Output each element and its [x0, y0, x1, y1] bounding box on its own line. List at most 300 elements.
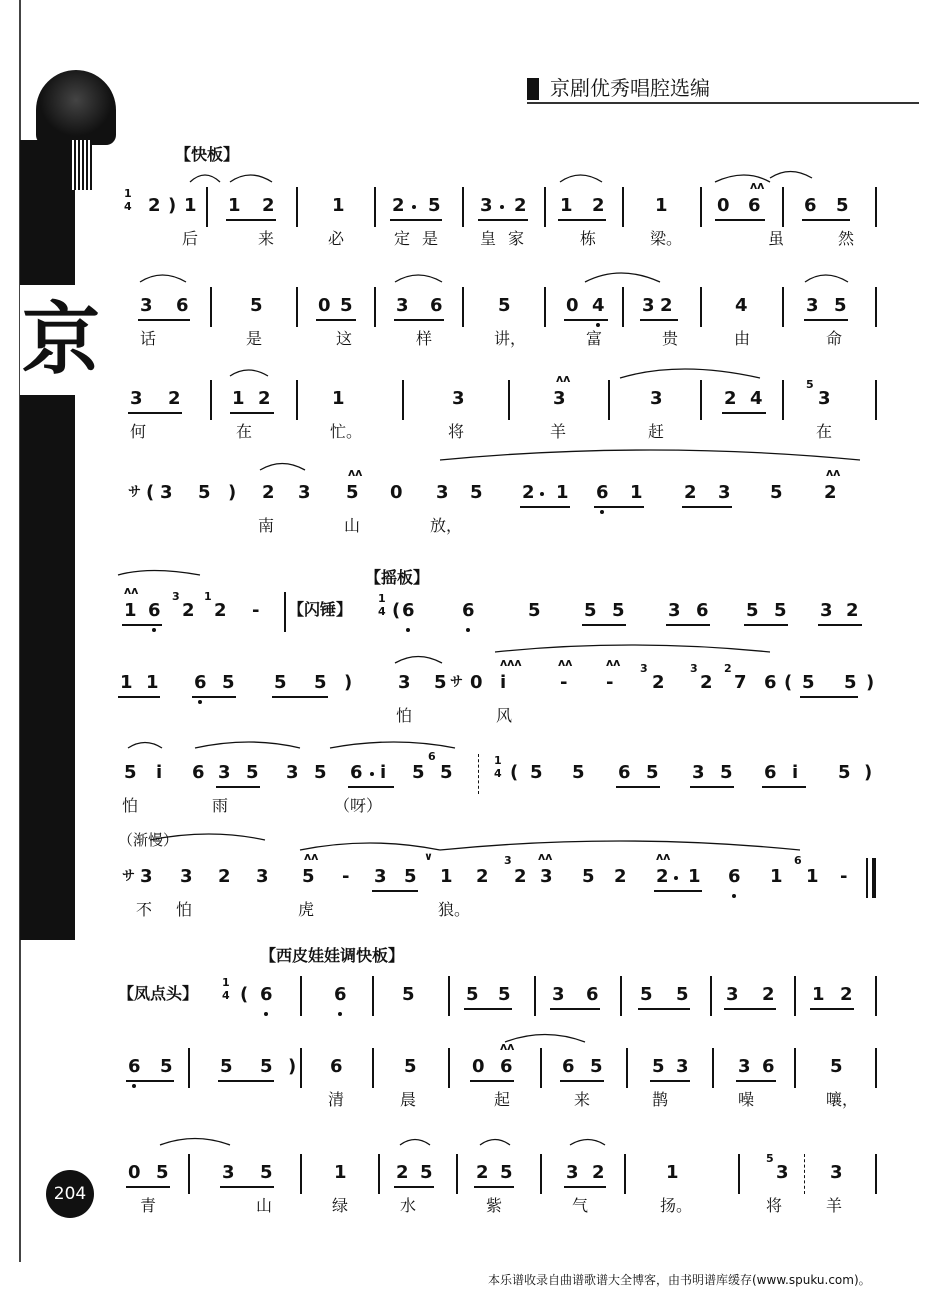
lyric: 不 — [136, 900, 153, 919]
note: 3 — [398, 672, 411, 693]
note: 5 — [466, 984, 479, 1005]
beam — [226, 219, 276, 221]
note: 5 — [440, 762, 453, 783]
note: 3 — [806, 295, 819, 316]
label-jianman: （渐慢） — [118, 831, 179, 849]
lyric: 山 — [256, 1196, 273, 1215]
note: - — [560, 672, 568, 693]
note: 6 — [128, 1056, 141, 1077]
note: 1 — [124, 600, 137, 621]
barline — [700, 187, 702, 227]
opera-headdress-icon — [36, 70, 116, 145]
note: 5 — [412, 762, 425, 783]
note: 6 — [696, 600, 709, 621]
time-num: 1 — [222, 976, 230, 989]
barline — [710, 976, 712, 1016]
note: 1 — [228, 195, 241, 216]
note: 5 — [612, 600, 625, 621]
sanban-mark: サ — [122, 869, 136, 884]
label-yaoban: 【摇板】 — [365, 568, 430, 587]
low-dot — [406, 628, 410, 632]
book-title: 京剧优秀唱腔选编 — [550, 76, 710, 100]
lyric: 是 — [246, 329, 263, 348]
note: 3 — [718, 482, 731, 503]
lyric: 命 — [826, 329, 843, 348]
beam — [216, 786, 260, 788]
lyric: 噪 — [738, 1090, 755, 1109]
note: 5 — [428, 195, 441, 216]
note: 5 — [844, 672, 857, 693]
lyric: 起 — [494, 1090, 511, 1109]
header-mark — [527, 78, 539, 100]
barline — [875, 976, 877, 1016]
note: 6 — [728, 866, 741, 887]
note: 5 — [572, 762, 585, 783]
note: 5 — [746, 600, 759, 621]
note: 2 — [652, 672, 665, 693]
time-signature — [494, 754, 502, 780]
note: 1 — [806, 866, 819, 887]
paren: ( — [146, 482, 155, 503]
note: 5 — [260, 1162, 273, 1183]
note: 6 — [192, 762, 205, 783]
barline — [875, 380, 877, 420]
beam — [802, 219, 850, 221]
lyric: 放， — [430, 516, 463, 535]
sanban-mark: サ — [450, 675, 464, 690]
note: 3 — [256, 866, 269, 887]
barline — [782, 187, 784, 227]
ornament: ʌʌ — [500, 1040, 515, 1053]
note: 1 — [184, 195, 197, 216]
note: 5 — [652, 1056, 665, 1077]
note: 5 — [434, 672, 447, 693]
beam — [316, 319, 356, 321]
note: 3 — [668, 600, 681, 621]
beam — [724, 1008, 776, 1010]
lyric: 清 — [328, 1090, 345, 1109]
barline — [372, 976, 374, 1016]
low-dot — [732, 894, 736, 898]
lyric: 青 — [140, 1196, 157, 1215]
ornament: ʌʌ — [750, 179, 765, 192]
score-line-11 — [0, 1152, 940, 1252]
barline — [620, 976, 622, 1016]
note: 5 — [402, 984, 415, 1005]
lyric: 嚷， — [826, 1090, 859, 1109]
lyric: 虎 — [298, 900, 315, 919]
lyric: 讲， — [494, 329, 527, 348]
beam — [594, 506, 644, 508]
note: 0 — [717, 195, 730, 216]
note: 5 — [302, 866, 315, 887]
beam — [690, 786, 734, 788]
barline — [188, 1048, 190, 1088]
beam — [800, 696, 858, 698]
note: 5 — [156, 1162, 169, 1183]
lyric: 怕 — [176, 900, 193, 919]
lyric: 将 — [766, 1196, 783, 1215]
aug-dot — [370, 772, 374, 776]
paren: ( — [510, 762, 519, 783]
time-den: 4 — [378, 605, 386, 618]
lyric: 来 — [258, 229, 275, 248]
note: 3 — [642, 295, 655, 316]
note: 6 — [596, 482, 609, 503]
beam — [478, 219, 528, 221]
final-barline — [866, 858, 868, 898]
barline — [544, 287, 546, 327]
note: 6 — [500, 1056, 513, 1077]
note: 5 — [838, 762, 851, 783]
barline — [284, 592, 286, 632]
time-den: 4 — [494, 767, 502, 780]
note: 5 — [584, 600, 597, 621]
note: 2 — [592, 195, 605, 216]
barline — [622, 187, 624, 227]
barline — [804, 1154, 807, 1194]
note: 6 — [618, 762, 631, 783]
time-signature — [222, 976, 230, 1002]
note: 6 — [194, 672, 207, 693]
grace-note: 3 — [504, 854, 512, 867]
note: i — [500, 672, 507, 693]
barline — [544, 187, 546, 227]
beam — [474, 1186, 514, 1188]
note: 1 — [666, 1162, 679, 1183]
barline — [608, 380, 610, 420]
note: 5 — [830, 1056, 843, 1077]
barline — [296, 187, 298, 227]
low-dot — [600, 510, 604, 514]
lyric: 雨 — [212, 796, 229, 815]
beam — [394, 1186, 434, 1188]
note: 6 — [762, 1056, 775, 1077]
note: 5 — [500, 1162, 513, 1183]
note: 2 — [514, 866, 527, 887]
note: 5 — [470, 482, 483, 503]
label-shanchui: 【闪锤】 — [288, 600, 353, 619]
barline — [875, 1154, 877, 1194]
low-dot — [264, 1012, 268, 1016]
note: 2 — [214, 600, 227, 621]
note: 6 — [148, 600, 161, 621]
note: 5 — [274, 672, 287, 693]
note: 6 — [430, 295, 443, 316]
lyric: 南 — [258, 516, 275, 535]
note: 2 — [762, 984, 775, 1005]
note: 5 — [640, 984, 653, 1005]
note: 5 — [260, 1056, 273, 1077]
lyric: 富 — [586, 329, 603, 348]
note: 5 — [250, 295, 263, 316]
note: 3 — [820, 600, 833, 621]
note: 2 — [840, 984, 853, 1005]
barline — [448, 1048, 450, 1088]
lyric: 何 — [130, 422, 147, 441]
note: 1 — [120, 672, 133, 693]
note: 3 — [222, 1162, 235, 1183]
note: 2 — [514, 195, 527, 216]
note: 3 — [566, 1162, 579, 1183]
beam — [394, 319, 444, 321]
beam — [128, 412, 182, 414]
barline — [700, 287, 702, 327]
grace-note: 5 — [806, 378, 814, 391]
note: 6 — [586, 984, 599, 1005]
note: 4 — [735, 295, 748, 316]
note: 6 — [176, 295, 189, 316]
note: 2 — [614, 866, 627, 887]
note: 4 — [592, 295, 605, 316]
barline — [456, 1154, 458, 1194]
grace-note: 3 — [172, 590, 180, 603]
note: i — [156, 762, 163, 783]
lyric: 狼。 — [438, 900, 471, 919]
barline — [794, 976, 796, 1016]
breath-mark: ∨ — [424, 850, 433, 863]
grace-note: 5 — [766, 1152, 774, 1165]
beam — [470, 1080, 514, 1082]
aug-dot — [412, 205, 416, 209]
beam — [192, 696, 236, 698]
note: 5 — [834, 295, 847, 316]
lyric: 梁。 — [650, 229, 683, 248]
note: 3 — [676, 1056, 689, 1077]
beam — [372, 890, 418, 892]
beam — [464, 1008, 512, 1010]
beam — [810, 1008, 854, 1010]
barline — [794, 1048, 796, 1088]
note: 1 — [146, 672, 159, 693]
note: 3 — [553, 388, 566, 409]
header-rule — [527, 102, 919, 104]
note: 3 — [776, 1162, 789, 1183]
note: 5 — [160, 1056, 173, 1077]
note: 3 — [286, 762, 299, 783]
barline — [374, 287, 376, 327]
page-number: 204 — [53, 1184, 87, 1204]
score-line-8 — [0, 850, 940, 956]
paren: ( — [240, 984, 249, 1005]
note: 5 — [770, 482, 783, 503]
beam — [558, 219, 606, 221]
score-line-3 — [0, 372, 940, 478]
note: 5 — [676, 984, 689, 1005]
note: 3 — [452, 388, 465, 409]
note: 5 — [222, 672, 235, 693]
note: 6 — [350, 762, 363, 783]
barline — [626, 1048, 628, 1088]
beam — [682, 506, 732, 508]
time-den: 4 — [222, 989, 230, 1002]
lyric: 忙。 — [330, 422, 363, 441]
barline — [624, 1154, 626, 1194]
note: 1 — [812, 984, 825, 1005]
ornament: ʌʌ — [826, 466, 841, 479]
note: 6 — [334, 984, 347, 1005]
time-signature — [124, 187, 132, 213]
note: 0 — [566, 295, 579, 316]
barline — [700, 380, 702, 420]
lyric: 在 — [816, 422, 833, 441]
note: 3 — [218, 762, 231, 783]
lyric: 来 — [574, 1090, 591, 1109]
barline — [782, 380, 784, 420]
beam — [654, 890, 702, 892]
lyric: 羊 — [826, 1196, 843, 1215]
aug-dot — [540, 492, 544, 496]
note: 6 — [402, 600, 415, 621]
ornament: ʌʌ — [558, 656, 573, 669]
note: 5 — [246, 762, 259, 783]
barline — [300, 976, 302, 1016]
note: 2 — [262, 482, 275, 503]
note: 3 — [130, 388, 143, 409]
beam — [640, 319, 678, 321]
low-dot — [132, 1084, 136, 1088]
footer-source: 本乐谱收录自曲谱歌谱大全博客，由书明谱库缓存(www.spuku.com)。 — [488, 1273, 871, 1287]
paren: ) — [866, 672, 875, 693]
paren: ) — [228, 482, 237, 503]
note: - — [342, 866, 350, 887]
beam — [126, 1080, 174, 1082]
note: 3 — [436, 482, 449, 503]
label-fengdiantou: 【凤点头】 — [118, 984, 199, 1003]
note: 3 — [374, 866, 387, 887]
time-num: 1 — [124, 187, 132, 200]
beam — [230, 412, 274, 414]
note: 2 — [684, 482, 697, 503]
low-dot — [152, 628, 156, 632]
note: 5 — [220, 1056, 233, 1077]
lyric: 水 — [400, 1196, 417, 1215]
note: 5 — [314, 672, 327, 693]
note: - — [252, 600, 260, 621]
ornament: ʌʌ — [556, 372, 571, 385]
beam — [804, 319, 848, 321]
barline — [534, 976, 536, 1016]
note: 2 — [522, 482, 535, 503]
note: 1 — [688, 866, 701, 887]
lyric: 山 — [344, 516, 361, 535]
beam — [560, 1080, 604, 1082]
grace-note: 6 — [794, 854, 802, 867]
ornament: ʌʌ — [656, 850, 671, 863]
lyric: 将 — [448, 422, 465, 441]
beam — [122, 624, 162, 626]
note: 7 — [734, 672, 747, 693]
low-dot — [596, 323, 600, 327]
barline — [875, 1048, 877, 1088]
beam — [616, 786, 660, 788]
note: 2 — [476, 866, 489, 887]
beam — [564, 319, 608, 321]
note: 5 — [590, 1056, 603, 1077]
lyric: 在 — [236, 422, 253, 441]
barline — [462, 187, 464, 227]
lyric: 绿 — [332, 1196, 349, 1215]
barline — [478, 754, 481, 794]
note: 5 — [498, 984, 511, 1005]
lyric: 这 — [336, 329, 353, 348]
note: 5 — [646, 762, 659, 783]
beam — [126, 1186, 170, 1188]
note: - — [840, 866, 848, 887]
lyric: 然 — [838, 229, 855, 248]
barline — [300, 1048, 302, 1088]
note: 2 — [824, 482, 837, 503]
note: 4 — [750, 388, 763, 409]
time-den: 4 — [124, 200, 132, 213]
grace-note: 3 — [690, 662, 698, 675]
lyric: 定是 — [394, 229, 451, 248]
note: 1 — [556, 482, 569, 503]
note: 1 — [560, 195, 573, 216]
aug-dot — [674, 876, 678, 880]
note: i — [380, 762, 387, 783]
note: 5 — [314, 762, 327, 783]
note: 2 — [258, 388, 271, 409]
note: 1 — [630, 482, 643, 503]
note: 3 — [692, 762, 705, 783]
note: 5 — [404, 1056, 417, 1077]
ornament: ʌʌ — [348, 466, 363, 479]
barline — [210, 287, 212, 327]
ornament: ʌʌʌ — [500, 656, 522, 669]
note: 3 — [480, 195, 493, 216]
time-num: 1 — [378, 592, 386, 605]
barline — [462, 287, 464, 327]
lyric: 由 — [734, 329, 751, 348]
note: 5 — [582, 866, 595, 887]
beam — [582, 624, 626, 626]
barline — [540, 1048, 542, 1088]
note: 6 — [764, 672, 777, 693]
note: 3 — [140, 295, 153, 316]
note: 3 — [738, 1056, 751, 1077]
ornament: ʌʌ — [124, 584, 139, 597]
lyric: 扬。 — [660, 1196, 693, 1215]
beam — [348, 786, 394, 788]
sanban-mark: サ — [128, 485, 142, 500]
note: 6 — [562, 1056, 575, 1077]
barline — [622, 287, 624, 327]
score-line-6 — [0, 656, 940, 762]
low-dot — [338, 1012, 342, 1016]
lyric: 样 — [416, 329, 433, 348]
aug-dot — [500, 205, 504, 209]
barline — [738, 1154, 740, 1194]
note: 0 — [318, 295, 331, 316]
note: 2 — [168, 388, 181, 409]
grace-note: 2 — [724, 662, 732, 675]
beam — [744, 624, 788, 626]
note: 3 — [140, 866, 153, 887]
note: 1 — [770, 866, 783, 887]
note: 5 — [530, 762, 543, 783]
score-line-2 — [0, 295, 940, 385]
note: 2 — [476, 1162, 489, 1183]
note: 2 — [148, 195, 161, 216]
note: 6 — [764, 762, 777, 783]
note: 6 — [804, 195, 817, 216]
note: 3 — [830, 1162, 843, 1183]
time-signature — [378, 592, 386, 618]
barline — [378, 1154, 380, 1194]
note: 5 — [404, 866, 417, 887]
beam — [118, 696, 160, 698]
